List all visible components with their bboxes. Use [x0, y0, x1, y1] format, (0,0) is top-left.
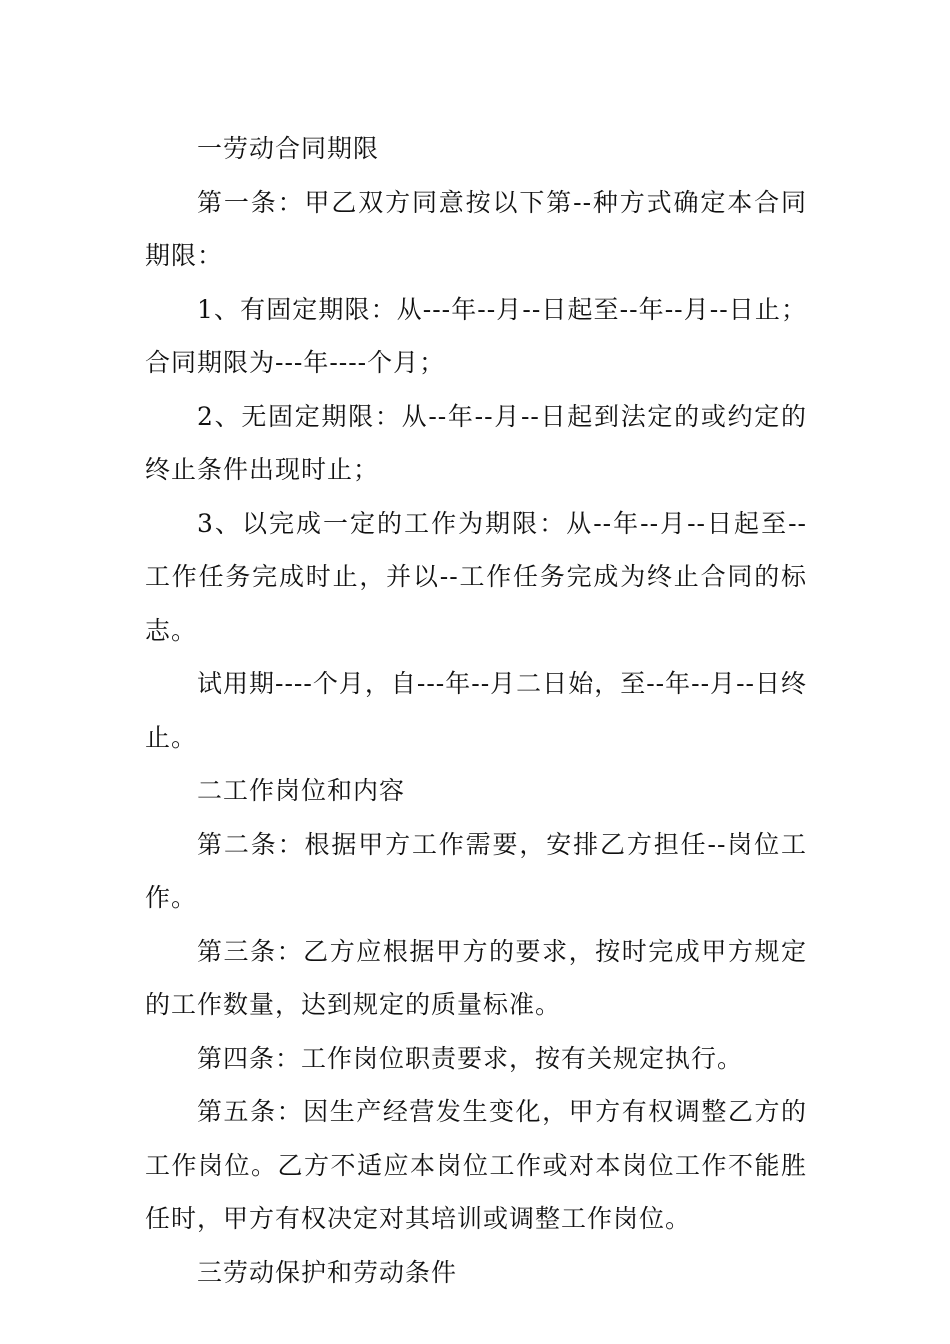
article-4: 第四条：工作岗位职责要求，按有关规定执行。 [197, 1043, 744, 1073]
article-1: 第一条：甲乙双方同意按以下第--种方式确定本合同期限： [145, 187, 807, 270]
section-heading-term: 一劳动合同期限 [197, 134, 380, 163]
section-heading-position: 二工作岗位和内容 [197, 776, 406, 805]
probation-period: 试用期----个月，自---年--月二日始，至--年--月--日终止。 [145, 669, 807, 752]
article-2: 第二条：根据甲方工作需要，安排乙方担任--岗位工作。 [145, 829, 807, 912]
article-5: 第五条：因生产经营发生变化，甲方有权调整乙方的工作岗位。乙方不适应本岗位工作或对本岗位工作不能胜任时，甲方有权决定对其培训或调整工作岗位。 [145, 1097, 807, 1233]
term-option-open: 2、无固定期限：从--年--月--日起到法定的或约定的终止条件出现时止； [145, 401, 807, 484]
document-body [145, 122, 807, 1299]
term-option-task: 3、以完成一定的工作为期限：从--年--月--日起至--工作任务完成时止，并以--工作任务完成为终止合同的标志。 [145, 508, 807, 645]
term-option-fixed: 1、有固定期限：从---年--月--日起至--年--月--日止；合同期限为---年----个月； [145, 294, 807, 377]
section-heading-protection: 三劳动保护和劳动条件 [197, 1257, 458, 1287]
article-3: 第三条：乙方应根据甲方的要求，按时完成甲方规定的工作数量，达到规定的质量标准。 [145, 936, 807, 1019]
